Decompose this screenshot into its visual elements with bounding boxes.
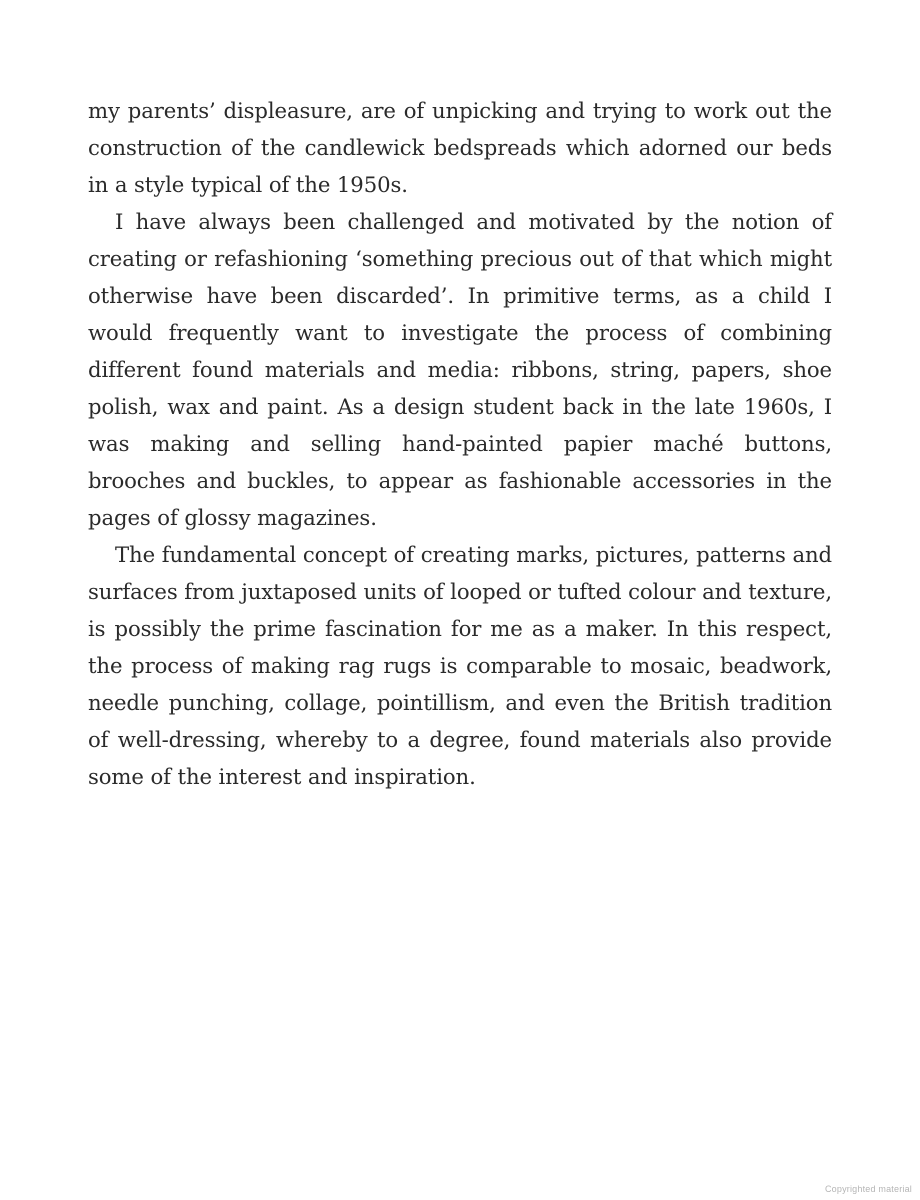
paragraph-continued: my parents’ displeasure, are of unpicking and trying to work out the construction of the candlewick bedspreads which adorned our beds in a style typical of the 1950s. <box>88 98 832 197</box>
paragraph-fundamental-concept: The fundamental concept of creating marks, pictures, patterns and surfaces from juxtaposed units of looped or tufted colour and texture, is possibly the prime fascination for me as a maker. In this respect, the process of making rag rugs is comparable to mosaic, beadwork, needle punching, collage, pointillism, and even the British tradition of well-dressing, whereby to a degree, found materials also provide some of the interest and inspiration. <box>88 542 833 789</box>
paragraph-refashioning: I have always been challenged and motivated by the notion of creating or refashioning ‘something precious out of that which might otherwise have been discarded’. In primitive terms, as a child I would frequently want to investigate the process of combining different found materials and media: ribbons, string, papers, shoe polish, wax and paint. As a design student back in the late 1960s, I was making and selling hand-painted papier maché buttons, brooches and buckles, to appear as fashionable accessories in the pages of glossy magazines. <box>88 209 832 530</box>
body-text <box>88 92 832 795</box>
copyright-watermark: Copyrighted material <box>824 1184 912 1194</box>
